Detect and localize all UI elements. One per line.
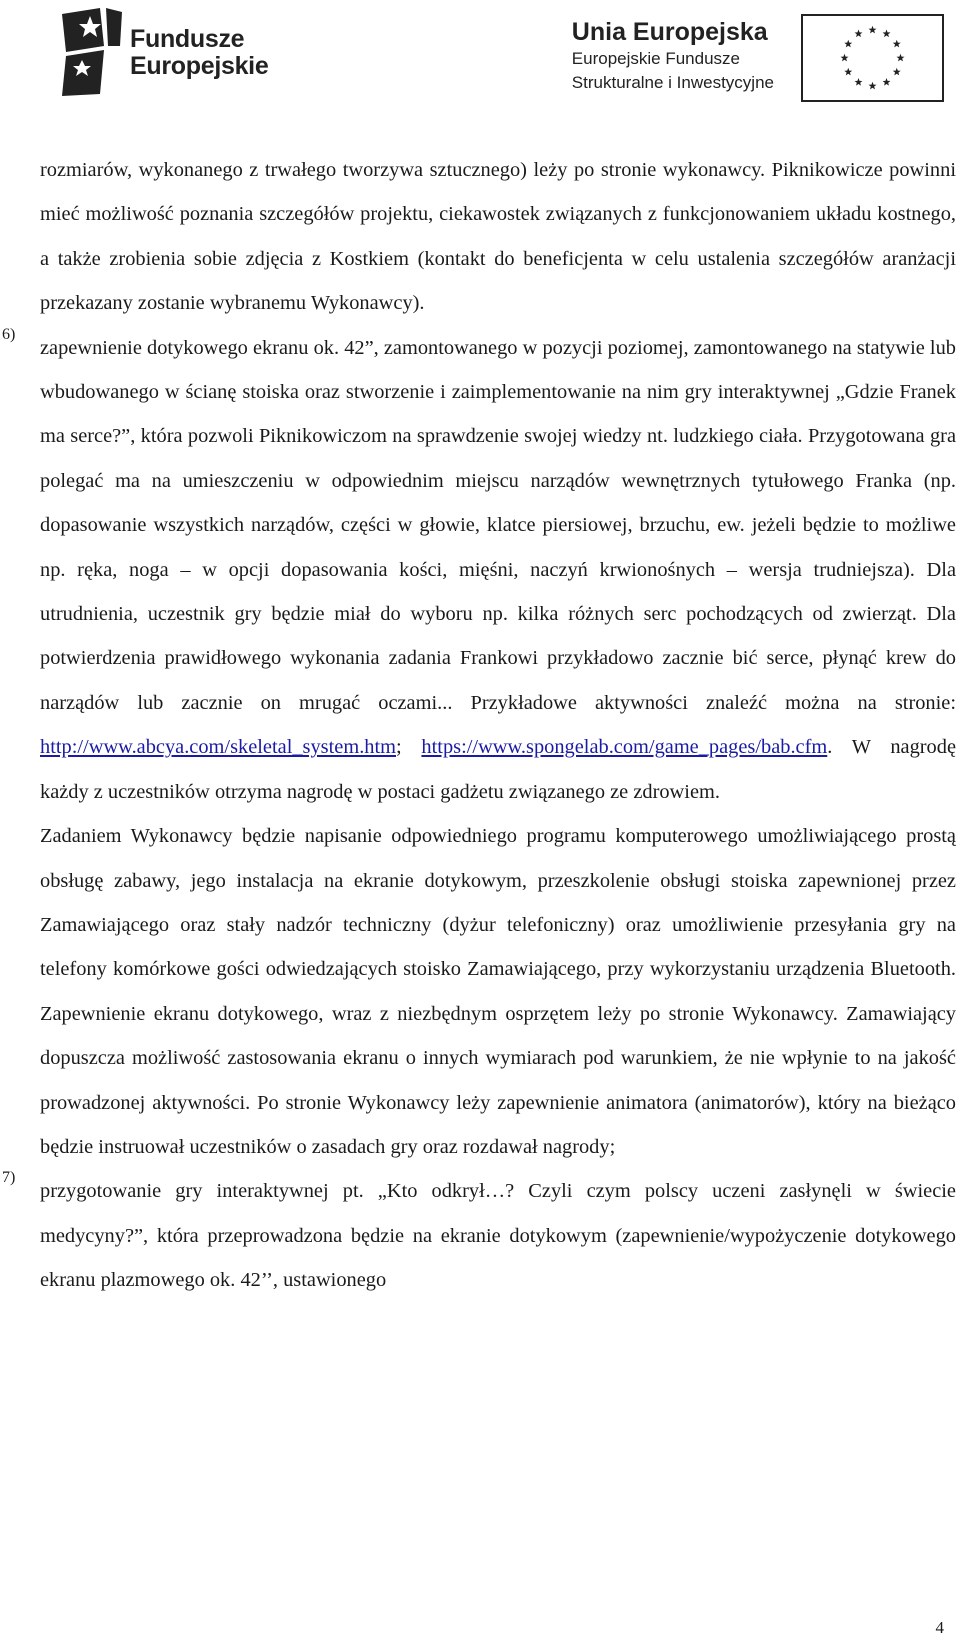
item-6-paragraph: [40, 326, 956, 814]
fundusze-europejskie-mark-icon: [60, 6, 124, 98]
link-separator: ;: [396, 736, 422, 759]
item-6-second-paragraph: Zadaniem Wykonawcy będzie napisanie odpowiedniego programu komputerowego umożliwiającego prostą obsługę zabawy, jego instalacja na ekranie dotykowym, przeszkolenie obsługi stoiska zapewnionej przez Zamawiającego oraz stały nadzór techniczny (dyżur telefoniczny) oraz umożliwienie przesyłania gry na telefony komórkowe gości odwiedzających stoisko Zamawiającego, przy wykorzystaniu urządzenia Bluetooth. Zapewnienie ekranu dotykowego, wraz z niezbędnym osprzętem leży po stronie Wykonawcy. Zamawiający dopuszcza możliwość zastosowania ekranu o innych wymiarach pod warunkiem, że nie wpłynie to na jakość prowadzonej aktywności. Po stronie Wykonawcy leży zapewnienie animatora (animatorów), który na bieżąco będzie instruował uczestników o zasadach gry oraz rozdawał nagrody;: [40, 825, 956, 1158]
eu-logo-subtitle-2: Strukturalne i Inwestycyjne: [571, 73, 774, 92]
intro-paragraph: rozmiarów, wykonanego z trwałego tworzywa sztucznego) leży po stronie wykonawcy. Piknikowicze powinni mieć możliwość poznania szczegółów projektu, ciekawostek związanych z funkcjonowaniem układu kostnego, a także zrobienia sobie zdjęcia z Kostkiem (kontakt do beneficjenta w celu ustalenia szczegółów aranżacji przekazany zostanie wybranemu Wykonawcy).: [40, 159, 956, 315]
item-6-text-b: . W nagrodę każdy z uczestników otrzyma nagrodę w postaci gadżetu związanego ze zdrowiem.: [40, 736, 956, 803]
logo-line-2: Europejskie: [130, 52, 269, 80]
list-item-7: [2, 1169, 956, 1302]
list-number-6: 6): [2, 325, 16, 343]
eu-logo-subtitle-1: Europejskie Fundusze: [571, 49, 741, 68]
item-7-paragraph: przygotowanie gry interaktywnej pt. „Kto odkrył…? Czyli czym polscy uczeni zasłynęli w świecie medycyny?”, która przeprowadzona będzie na ekranie dotykowym (zapewnienie/wypożyczenie dotykowego ekranu plazmowego ok. 42’’, ustawionego: [40, 1180, 956, 1292]
page-header: [0, 0, 960, 110]
eu-logo-title: Unia Europejska: [571, 18, 768, 46]
document-body: [2, 148, 956, 1303]
list-number-7: 7): [2, 1169, 16, 1187]
spongelab-link[interactable]: https://www.spongelab.com/game_pages/bab.cfm: [421, 736, 828, 759]
abcya-link[interactable]: http://www.abcya.com/skeletal_system.htm: [40, 736, 397, 759]
logo-line-1: Fundusze: [130, 25, 245, 53]
page-number: 4: [935, 1618, 944, 1637]
item-6-text-a: zapewnienie dotykowego ekranu ok. 42”, zamontowanego w pozycji poziomej, zamontowanego na statywie lub wbudowanego w ścianę stoiska oraz stworzenie i zaimplementowanie na nim gry interaktywnej „Gdzie Franek ma serce?”, która pozwoli Piknikowiczom na sprawdzenie swojej wiedzy nt. ludzkiego ciała. Przygotowana gra polegać ma na umieszczeniu w odpowiednim miejscu narządów wewnętrznych tytułowego Franka (np. dopasowanie wszystkich narządów, części w głowie, klatce piersiowej, brzuchu, ew. jeżeli będzie to możliwe np. ręka, noga – w opcji dopasowania kości, mięśni, naczyń krwionośnych – wersja trudniejsza). Dla utrudnienia, uczestnik gry będzie miał do wyboru np. kilka różnych serc pochodzących od zwierząt. Dla potwierdzenia prawidłowego wykonania zadania Frankowi przykładowo zacznie bić serce, płynąć krew do narządów lub zacznie on mrugać oczami... Przykładowe aktywności znaleźć można na stronie:: [40, 336, 956, 714]
list-item-6: [2, 325, 956, 1170]
eu-flag-icon: [801, 14, 944, 102]
unia-europejska-logo: [571, 12, 956, 102]
fundusze-europejskie-logo: [60, 4, 280, 104]
